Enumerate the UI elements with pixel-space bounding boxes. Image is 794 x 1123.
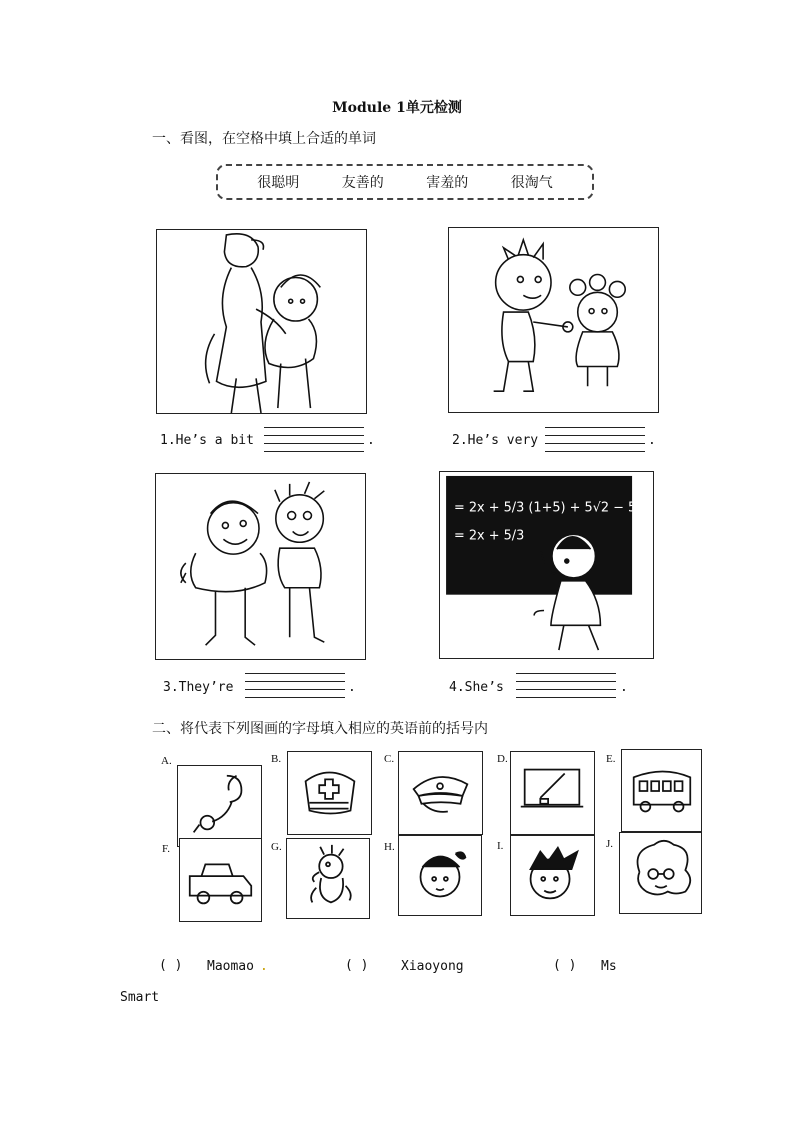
boy-and-girl-illustration bbox=[449, 228, 658, 412]
nurse-cap-icon bbox=[287, 751, 372, 835]
answer-line bbox=[516, 689, 616, 690]
answer-name-ms: Ms bbox=[601, 959, 617, 974]
item-label: H. bbox=[384, 841, 395, 853]
girl-at-blackboard-illustration bbox=[440, 472, 653, 658]
section-1-heading: 一、看图，在空格中填上合适的单词 bbox=[152, 131, 376, 147]
question-3-period: . bbox=[348, 680, 356, 695]
answer-line[interactable] bbox=[264, 427, 364, 428]
answer-line[interactable] bbox=[545, 427, 645, 428]
answer-line bbox=[516, 681, 616, 682]
question-2-text: 2.He’s very bbox=[452, 433, 539, 448]
answer-line bbox=[245, 681, 345, 682]
item-label: D. bbox=[497, 753, 508, 765]
blackboard-line-1: = 2x + 5/3 (1+5) + 5√2 − 5 bbox=[453, 500, 637, 516]
stethoscope-icon bbox=[177, 765, 262, 847]
blackboard-icon bbox=[510, 751, 595, 835]
item-label: A. bbox=[161, 755, 172, 767]
item-label: G. bbox=[271, 841, 282, 853]
teacher-face-icon bbox=[619, 832, 702, 914]
question-4-period: . bbox=[620, 680, 628, 695]
car-icon bbox=[179, 838, 262, 922]
question-3-text: 3.They’re bbox=[163, 680, 234, 695]
boy-face-icon bbox=[510, 835, 595, 916]
answer-line bbox=[245, 689, 345, 690]
question-1-text: 1.He’s a bit bbox=[160, 433, 254, 448]
question-4-text: 4.She’s bbox=[449, 680, 504, 695]
word-bank-item: 很聪明 bbox=[257, 175, 300, 191]
section-2-heading: 二、将代表下列图画的字母填入相应的英语前的括号内 bbox=[152, 721, 488, 737]
item-label: I. bbox=[497, 840, 504, 852]
item-label: J. bbox=[606, 838, 614, 850]
girl-face-icon bbox=[398, 835, 482, 916]
item-label: E. bbox=[606, 753, 616, 765]
answer-name-smart: Smart bbox=[120, 990, 160, 1005]
mother-and-boy-illustration bbox=[157, 230, 366, 413]
answer-line[interactable] bbox=[245, 673, 345, 674]
answer-bracket[interactable]: ( ) bbox=[159, 958, 183, 973]
answer-line bbox=[516, 697, 616, 698]
question-2-period: . bbox=[648, 433, 656, 448]
question-1-period: . bbox=[367, 433, 375, 448]
picture-shy-boy bbox=[156, 229, 367, 414]
answer-line bbox=[545, 443, 645, 444]
page-title: Module 1单元检测 bbox=[332, 100, 462, 116]
answer-bracket[interactable]: ( ) bbox=[553, 958, 577, 973]
answer-line bbox=[545, 435, 645, 436]
answer-name-xiaoyong: Xiaoyong bbox=[401, 959, 464, 974]
item-label: C. bbox=[384, 753, 395, 765]
answer-line bbox=[545, 451, 645, 452]
answer-line bbox=[264, 443, 364, 444]
blackboard-line-2: = 2x + 5/3 bbox=[453, 528, 525, 544]
word-bank bbox=[216, 164, 594, 200]
picture-friendly-boy bbox=[448, 227, 659, 413]
answer-name-maomao: Maomao bbox=[207, 959, 254, 974]
item-label: B. bbox=[271, 753, 282, 765]
word-bank-item: 很淘气 bbox=[510, 175, 553, 191]
word-bank-item: 害羞的 bbox=[426, 175, 469, 191]
answer-line bbox=[264, 435, 364, 436]
police-cap-icon bbox=[398, 751, 483, 835]
stray-dot: . bbox=[260, 959, 268, 974]
two-boys-illustration bbox=[156, 474, 365, 659]
picture-naughty-boys bbox=[155, 473, 366, 660]
answer-bracket[interactable]: ( ) bbox=[345, 958, 369, 973]
word-bank-item: 友善的 bbox=[341, 175, 384, 191]
parrot-icon bbox=[286, 838, 370, 919]
answer-line[interactable] bbox=[516, 673, 616, 674]
item-label: F. bbox=[162, 843, 170, 855]
picture-clever-girl bbox=[439, 471, 654, 659]
answer-line bbox=[264, 451, 364, 452]
answer-line bbox=[245, 697, 345, 698]
bus-icon bbox=[621, 749, 702, 832]
